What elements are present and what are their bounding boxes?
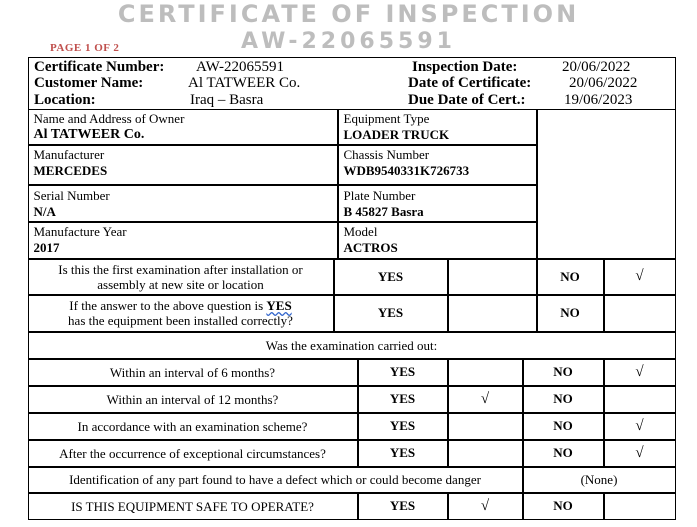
q8-yes-check-icon: √ xyxy=(480,497,490,514)
manufacturer-label: Manufacturer xyxy=(33,146,105,162)
q4-yes-check-icon: √ xyxy=(480,390,490,407)
plate-label: Plate Number xyxy=(343,187,416,203)
q2-yes-check-cell xyxy=(448,295,537,332)
examination-section-heading xyxy=(28,332,676,359)
chassis-value: WDB9540331K726733 xyxy=(343,162,470,178)
q3-yes: YES xyxy=(389,364,416,379)
q2-no-check-cell xyxy=(604,295,676,332)
serial-cell xyxy=(28,185,338,222)
due-date-value: 19/06/2023 xyxy=(564,92,633,108)
q2-line1a: If the answer to the above question is xyxy=(69,298,267,313)
question-installed-correctly xyxy=(28,295,334,332)
q1-line2: assembly at new site or location xyxy=(97,276,264,292)
certificate-title: CERTIFICATE OF INSPECTION xyxy=(117,0,580,28)
q4-no: NO xyxy=(553,391,573,406)
due-date-label: Due Date of Cert.: xyxy=(408,92,526,108)
model-value: ACTROS xyxy=(343,239,398,255)
certificate-date-value: 20/06/2022 xyxy=(569,75,638,91)
q3-no-check-icon: √ xyxy=(635,363,644,380)
question-examination-scheme xyxy=(28,413,358,440)
q6-yes-check-cell xyxy=(448,440,523,467)
q1-yes-check-cell xyxy=(448,259,537,295)
q6-yes: YES xyxy=(389,445,416,460)
year-value: 2017 xyxy=(33,239,60,255)
year-label: Manufacture Year xyxy=(33,223,127,239)
manufacturer-value: MERCEDES xyxy=(33,162,108,178)
q2-line1b: YES xyxy=(266,298,292,313)
q3-yes-check-cell xyxy=(448,359,523,386)
owner-label: Name and Address of Owner xyxy=(33,110,185,126)
q6-text: After the occurrence of exceptional circumstances? xyxy=(59,445,326,461)
q5-yes: YES xyxy=(389,418,416,433)
inspection-date-value: 20/06/2022 xyxy=(562,59,631,75)
plate-cell xyxy=(338,185,537,222)
customer-label: Customer Name: xyxy=(34,75,144,91)
q4-yes: YES xyxy=(389,391,416,406)
q5-no: NO xyxy=(553,418,573,433)
question-first-examination xyxy=(28,259,334,295)
equipment-type-label: Equipment Type xyxy=(343,110,430,126)
q5-no-check-icon: √ xyxy=(635,417,644,434)
serial-value: N/A xyxy=(33,203,56,219)
q5-yes-check-cell xyxy=(448,413,523,440)
q4-yes-cell xyxy=(358,386,448,413)
q6-no-check-icon: √ xyxy=(635,444,644,461)
year-cell xyxy=(28,222,338,259)
q5-text: In accordance with an examination scheme? xyxy=(77,418,308,434)
q6-no-check-cell xyxy=(604,440,676,467)
q8-yes: YES xyxy=(389,498,416,513)
q1-no-check-icon: √ xyxy=(635,268,644,284)
owner-cell xyxy=(28,109,338,145)
question-safe-to-operate xyxy=(28,493,358,520)
q8-yes-cell xyxy=(358,493,448,520)
q3-no: NO xyxy=(553,364,573,379)
q5-yes-cell xyxy=(358,413,448,440)
q2-line2: has the equipment been installed correctly? xyxy=(68,313,293,328)
q1-no-check-cell xyxy=(604,259,676,295)
question-exceptional-circumstances xyxy=(28,440,358,467)
location-label: Location: xyxy=(34,92,96,108)
q3-no-check-cell xyxy=(604,359,676,386)
q6-no: NO xyxy=(553,445,573,460)
manufacturer-cell xyxy=(28,145,338,185)
q2-no-cell xyxy=(537,295,604,332)
q2-no: NO xyxy=(560,305,580,320)
page-indicator: PAGE 1 OF 2 xyxy=(50,42,120,54)
equipment-type-cell xyxy=(338,109,537,145)
q3-no-cell xyxy=(523,359,604,386)
question-defect-identification xyxy=(28,467,523,493)
q4-text: Within an interval of 12 months? xyxy=(106,391,279,407)
chassis-label: Chassis Number xyxy=(343,146,430,162)
model-label: Model xyxy=(343,223,378,239)
q8-no-check-cell xyxy=(604,493,676,520)
question-6-months xyxy=(28,359,358,386)
q7-answer: (None) xyxy=(580,472,618,487)
owner-value: Al TATWEER Co. xyxy=(33,126,145,142)
q3-text: Within an interval of 6 months? xyxy=(109,364,276,380)
q1-yes-cell xyxy=(334,259,448,295)
q7-answer-cell xyxy=(523,467,676,493)
section-heading-text: Was the examination carried out: xyxy=(265,337,438,353)
q4-no-check-cell xyxy=(604,386,676,413)
q7-text: Identification of any part found to have a defect which or could become danger xyxy=(69,472,481,487)
q1-line1: Is this the first examination after installation or xyxy=(58,261,303,277)
q8-yes-check-cell xyxy=(448,493,523,520)
q1-no: NO xyxy=(560,268,580,284)
customer-value: Al TATWEER Co. xyxy=(188,75,301,91)
q4-yes-check-cell xyxy=(448,386,523,413)
location-value: Iraq – Basra xyxy=(190,92,264,108)
blank-side-cell xyxy=(537,109,676,259)
q2-yes: YES xyxy=(377,305,404,320)
certificate-number-title: AW-22065591 xyxy=(241,29,456,54)
q1-yes: YES xyxy=(377,268,404,284)
equipment-type-value: LOADER TRUCK xyxy=(343,126,450,142)
q3-yes-cell xyxy=(358,359,448,386)
question-12-months xyxy=(28,386,358,413)
chassis-cell xyxy=(338,145,537,185)
certificate-date-label: Date of Certificate: xyxy=(408,75,532,91)
q8-no-cell xyxy=(523,493,604,520)
plate-value: B 45827 Basra xyxy=(343,203,424,219)
q8-text: IS THIS EQUIPMENT SAFE TO OPERATE? xyxy=(71,498,314,514)
serial-label: Serial Number xyxy=(33,187,110,203)
q2-yes-cell xyxy=(334,295,448,332)
inspection-date-label: Inspection Date: xyxy=(412,59,518,75)
q6-no-cell xyxy=(523,440,604,467)
q5-no-check-cell xyxy=(604,413,676,440)
cert-number-value: AW-22065591 xyxy=(196,59,284,75)
model-cell xyxy=(338,222,537,259)
q1-no-cell xyxy=(537,259,604,295)
q5-no-cell xyxy=(523,413,604,440)
q8-no: NO xyxy=(553,498,573,513)
cert-number-label: Certificate Number: xyxy=(34,59,165,75)
q4-no-cell xyxy=(523,386,604,413)
q6-yes-cell xyxy=(358,440,448,467)
